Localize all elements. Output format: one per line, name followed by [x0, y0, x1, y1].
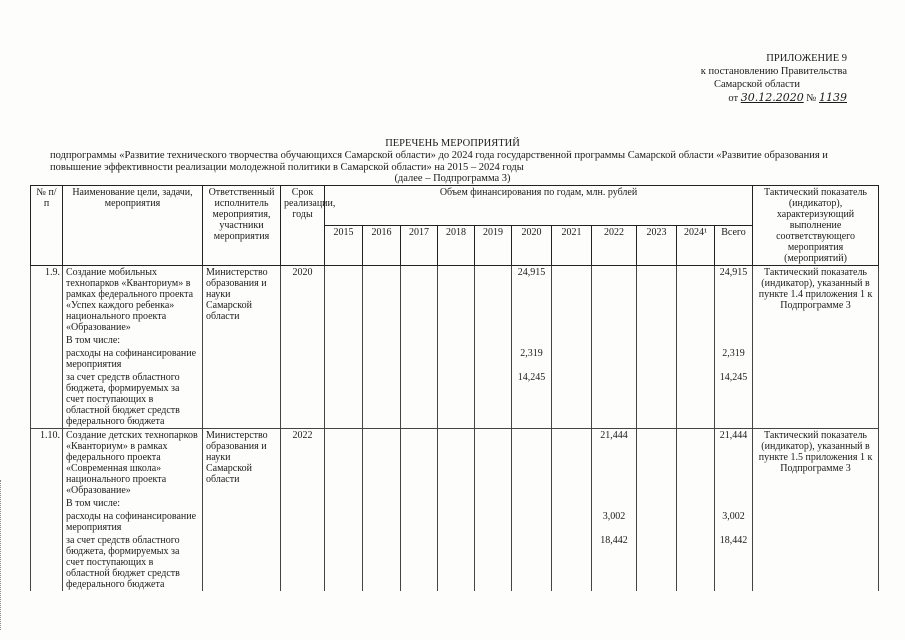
row-value — [363, 534, 401, 591]
row-value — [677, 510, 715, 534]
row-value — [637, 334, 677, 347]
row-value: 3,002 — [592, 510, 637, 534]
table-body — [31, 266, 879, 592]
row-value — [325, 429, 363, 498]
row-name: расходы на софинансирование мероприятия — [63, 510, 203, 534]
row-term — [281, 334, 325, 347]
row-name: расходы на софинансирование мероприятия — [63, 347, 203, 371]
row-number: 1.9. — [31, 266, 63, 335]
row-value: 3,002 — [715, 510, 753, 534]
row-term — [281, 534, 325, 591]
row-executor — [203, 347, 281, 371]
row-number — [31, 334, 63, 347]
row-name: Создание детских технопарков «Кванториум» в рамках федерального проекта «Современная школа» национального проекта «Образование» — [63, 429, 203, 498]
row-value — [325, 347, 363, 371]
row-value — [552, 334, 592, 347]
date-prefix: от — [728, 93, 739, 104]
row-indicator: Тактический показатель (индикатор), указанный в пункте 1.5 приложения 1 к Подпрограмме 3 — [753, 429, 879, 498]
row-number — [31, 347, 63, 371]
document-subtitle: подпрограммы «Развитие технического творчества обучающихся Самарской области» до 2024 года государственной программы Самарской области «Развитие образования и повышение эффективности реализации молодежной политики в Самарской области» на 2015 – 2024 годы — [50, 150, 828, 173]
row-value: 18,442 — [592, 534, 637, 591]
row-executor: Министерство образования и науки Самарской области — [203, 266, 281, 335]
row-term — [281, 510, 325, 534]
year-header-cell: 2019 — [475, 226, 512, 266]
row-term — [281, 497, 325, 510]
row-name: Создание мобильных технопарков «Кванториум» в рамках федерального проекта «Успех каждого ребенка» национального проекта «Образование» — [63, 266, 203, 335]
table-row — [31, 371, 879, 429]
row-value — [552, 429, 592, 498]
row-value — [637, 534, 677, 591]
row-value — [438, 334, 475, 347]
row-value — [438, 534, 475, 591]
appendix-block — [667, 52, 847, 105]
row-value — [677, 347, 715, 371]
row-value — [401, 347, 438, 371]
row-value — [401, 534, 438, 591]
row-indicator — [753, 510, 879, 534]
row-value — [363, 429, 401, 498]
row-value — [325, 334, 363, 347]
row-value — [677, 429, 715, 498]
appendix-line1: к постановлению Правительства — [700, 66, 847, 77]
row-value — [438, 429, 475, 498]
row-value: 2,319 — [512, 347, 552, 371]
row-value — [438, 266, 475, 335]
row-indicator — [753, 347, 879, 371]
row-value — [438, 371, 475, 429]
year-header-cell: 2020 — [512, 226, 552, 266]
handwritten-number: 1139 — [819, 91, 847, 104]
row-value: 2,319 — [715, 347, 753, 371]
row-value — [637, 510, 677, 534]
table-row — [31, 534, 879, 591]
row-number — [31, 534, 63, 591]
row-value — [552, 347, 592, 371]
row-value — [592, 266, 637, 335]
row-value — [401, 497, 438, 510]
row-indicator — [753, 497, 879, 510]
row-term — [281, 371, 325, 429]
row-value — [637, 429, 677, 498]
header-executor: Ответственный исполнитель мероприятия, участники мероприятия — [203, 186, 281, 266]
row-value: 24,915 — [715, 266, 753, 335]
header-name: Наименование цели, задачи, мероприятия — [63, 186, 203, 266]
row-number: 1.10. — [31, 429, 63, 498]
row-value — [592, 347, 637, 371]
row-value — [552, 510, 592, 534]
row-value — [438, 510, 475, 534]
row-name: за счет средств областного бюджета, формируемых за счет поступающих в областной бюджет средств федерального бюджета — [63, 371, 203, 429]
row-value — [401, 429, 438, 498]
row-value — [637, 347, 677, 371]
row-value — [475, 266, 512, 335]
row-indicator — [753, 334, 879, 347]
header-indicator: Тактический показатель (индикатор), характеризующий выполнение соответствующего мероприятия (мероприятий) — [753, 186, 879, 266]
row-value: 21,444 — [715, 429, 753, 498]
appendix-title: ПРИЛОЖЕНИЕ 9 — [766, 53, 847, 64]
row-value — [475, 497, 512, 510]
row-number — [31, 371, 63, 429]
row-value — [637, 371, 677, 429]
table-row — [31, 429, 879, 498]
row-value: 18,442 — [715, 534, 753, 591]
number-prefix: № — [806, 93, 817, 104]
row-term: 2020 — [281, 266, 325, 335]
row-value — [438, 497, 475, 510]
table-row — [31, 510, 879, 534]
row-value — [475, 429, 512, 498]
row-value — [677, 371, 715, 429]
row-name: за счет средств областного бюджета, формируемых за счет поступающих в областной бюджет средств федерального бюджета — [63, 534, 203, 591]
year-header-cell: 2016 — [363, 226, 401, 266]
row-value: 14,245 — [715, 371, 753, 429]
header-num: № п/п — [31, 186, 63, 266]
row-indicator — [753, 534, 879, 591]
appendix-date-line — [667, 91, 847, 105]
row-value — [363, 510, 401, 534]
header-term: Срок реализации, годы — [281, 186, 325, 266]
year-header-cell: 2024¹ — [677, 226, 715, 266]
year-header-cell: 2017 — [401, 226, 438, 266]
row-value — [475, 334, 512, 347]
row-value: 14,245 — [512, 371, 552, 429]
header-funding: Объем финансирования по годам, млн. рублей — [325, 186, 753, 226]
row-value — [325, 497, 363, 510]
table-row — [31, 334, 879, 347]
row-value — [677, 497, 715, 510]
row-value — [552, 497, 592, 510]
handwritten-date: 30.12.2020 — [740, 91, 804, 104]
row-value — [363, 347, 401, 371]
row-value — [475, 347, 512, 371]
row-value — [325, 534, 363, 591]
table-row — [31, 347, 879, 371]
row-value — [512, 534, 552, 591]
row-value — [363, 334, 401, 347]
row-number — [31, 497, 63, 510]
row-value — [677, 534, 715, 591]
row-value — [677, 334, 715, 347]
row-value — [363, 497, 401, 510]
row-name: В том числе: — [63, 497, 203, 510]
row-value — [552, 371, 592, 429]
row-indicator: Тактический показатель (индикатор), указанный в пункте 1.4 приложения 1 к Подпрограмме 3 — [753, 266, 879, 335]
scan-margin-mark — [0, 480, 7, 630]
year-header-cell: 2022 — [592, 226, 637, 266]
table-row — [31, 266, 879, 335]
row-value — [637, 266, 677, 335]
row-value — [552, 534, 592, 591]
row-number — [31, 510, 63, 534]
row-value — [715, 334, 753, 347]
year-header-cell: 2023 — [637, 226, 677, 266]
row-value — [677, 266, 715, 335]
row-term — [281, 347, 325, 371]
row-value — [512, 429, 552, 498]
row-value — [475, 534, 512, 591]
row-value — [475, 371, 512, 429]
table-row — [31, 497, 879, 510]
year-header-cell: 2015 — [325, 226, 363, 266]
row-value — [592, 497, 637, 510]
row-value: 21,444 — [592, 429, 637, 498]
row-executor — [203, 534, 281, 591]
row-value — [401, 334, 438, 347]
row-executor — [203, 510, 281, 534]
row-value — [475, 510, 512, 534]
row-value — [592, 371, 637, 429]
row-value — [512, 510, 552, 534]
row-value — [512, 334, 552, 347]
row-executor — [203, 334, 281, 347]
row-value — [552, 266, 592, 335]
appendix-line2: Самарской области — [714, 79, 800, 90]
row-value — [363, 371, 401, 429]
row-value — [325, 510, 363, 534]
row-value — [592, 334, 637, 347]
row-value — [401, 371, 438, 429]
year-header-cell: 2018 — [438, 226, 475, 266]
year-header-cell: Всего — [715, 226, 753, 266]
row-value — [401, 266, 438, 335]
row-value — [325, 371, 363, 429]
row-executor: Министерство образования и науки Самарской области — [203, 429, 281, 498]
row-value: 24,915 — [512, 266, 552, 335]
row-value — [363, 266, 401, 335]
row-value — [637, 497, 677, 510]
row-value — [512, 497, 552, 510]
row-value — [438, 347, 475, 371]
document-title: ПЕРЕЧЕНЬ МЕРОПРИЯТИЙ — [385, 138, 520, 149]
year-header-cell: 2021 — [552, 226, 592, 266]
document-note: (далее – Подпрограмма 3) — [394, 173, 511, 184]
row-indicator — [753, 371, 879, 429]
row-value — [715, 497, 753, 510]
row-name: В том числе: — [63, 334, 203, 347]
row-value — [325, 266, 363, 335]
row-term: 2022 — [281, 429, 325, 498]
row-executor — [203, 371, 281, 429]
row-value — [401, 510, 438, 534]
measures-table — [30, 185, 879, 591]
row-executor — [203, 497, 281, 510]
